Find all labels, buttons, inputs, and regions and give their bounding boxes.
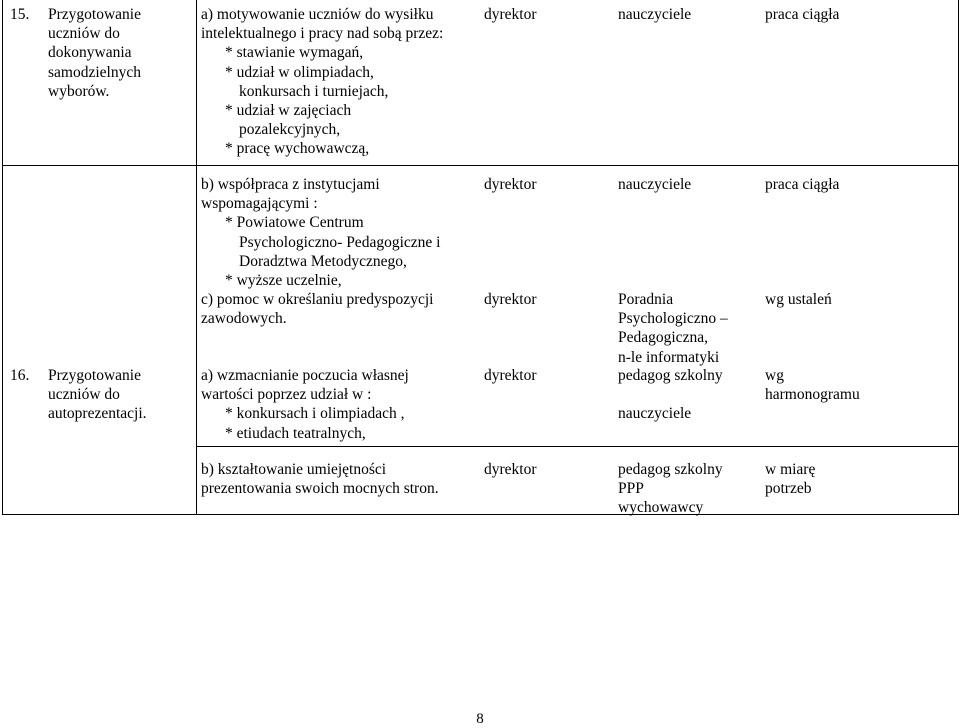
row-15-a-executors: nauczyciele	[618, 6, 692, 23]
table-border-col2	[196, 0, 197, 515]
row-15-a-responsible: dyrektor	[484, 6, 537, 23]
row-15-b-deadline: praca ciągła	[765, 176, 840, 193]
row-16-a-deadline: wg harmonogramu	[765, 367, 860, 404]
table-border-right	[958, 0, 959, 515]
row-15-c-responsible: dyrektor	[484, 291, 537, 308]
row-15-b-executors: nauczyciele	[618, 176, 692, 193]
page-number: 8	[476, 711, 484, 727]
row-16-a-executors: pedagog szkolny nauczyciele	[618, 367, 723, 423]
row-15-task-a: a) motywowanie uczniów do wysiłku intelektualnego i pracy nad sobą przez: * stawianie wymagań, * udział w olimpiadach, konkursach i turniejach, * udział w zajęciach pozalekcyjnych, * pracę wychowawczą,	[201, 6, 444, 158]
row-15-a-deadline: praca ciągła	[765, 6, 840, 23]
row-16-task-b: b) kształtowanie umiejętności prezentowania swoich mocnych stron.	[201, 461, 439, 498]
row-16-topic: Przygotowanie uczniów do autoprezentacji.	[48, 367, 147, 423]
row-15-topic: Przygotowanie uczniów do dokonywania samodzielnych wyborów.	[48, 6, 141, 100]
table-border-left	[2, 0, 3, 515]
row-16-task-a: a) wzmacnianie poczucia własnej wartości poprzez udział w : * konkursach i olimpiadach , * etiudach teatralnych,	[201, 367, 409, 442]
row-16-a-responsible: dyrektor	[484, 367, 537, 384]
row-15-b-responsible: dyrektor	[484, 176, 537, 193]
row-15-c-deadline: wg ustaleń	[765, 291, 832, 308]
row-15-task-b: b) współpraca z instytucjami wspomagającymi : * Powiatowe Centrum Psychologiczno- Pedagogiczne i Doradztwa Metodycznego, * wyższe uczelnie,	[201, 176, 441, 290]
row-15-task-c: c) pomoc w określaniu predyspozycji zawodowych.	[201, 291, 434, 328]
row-16-number: 16.	[10, 367, 30, 384]
row-16-b-executors: pedagog szkolny PPP wychowawcy	[618, 461, 723, 517]
row-15-number: 15.	[10, 6, 30, 23]
row-16-b-deadline: w miarę potrzeb	[765, 461, 816, 498]
table-border-mid2	[196, 446, 959, 447]
table-border-bottom	[2, 514, 959, 515]
row-16-b-responsible: dyrektor	[484, 461, 537, 478]
table-border-mid1	[2, 165, 959, 166]
row-15-c-executors: Poradnia Psychologiczno – Pedagogiczna, n-le informatyki	[618, 291, 728, 366]
